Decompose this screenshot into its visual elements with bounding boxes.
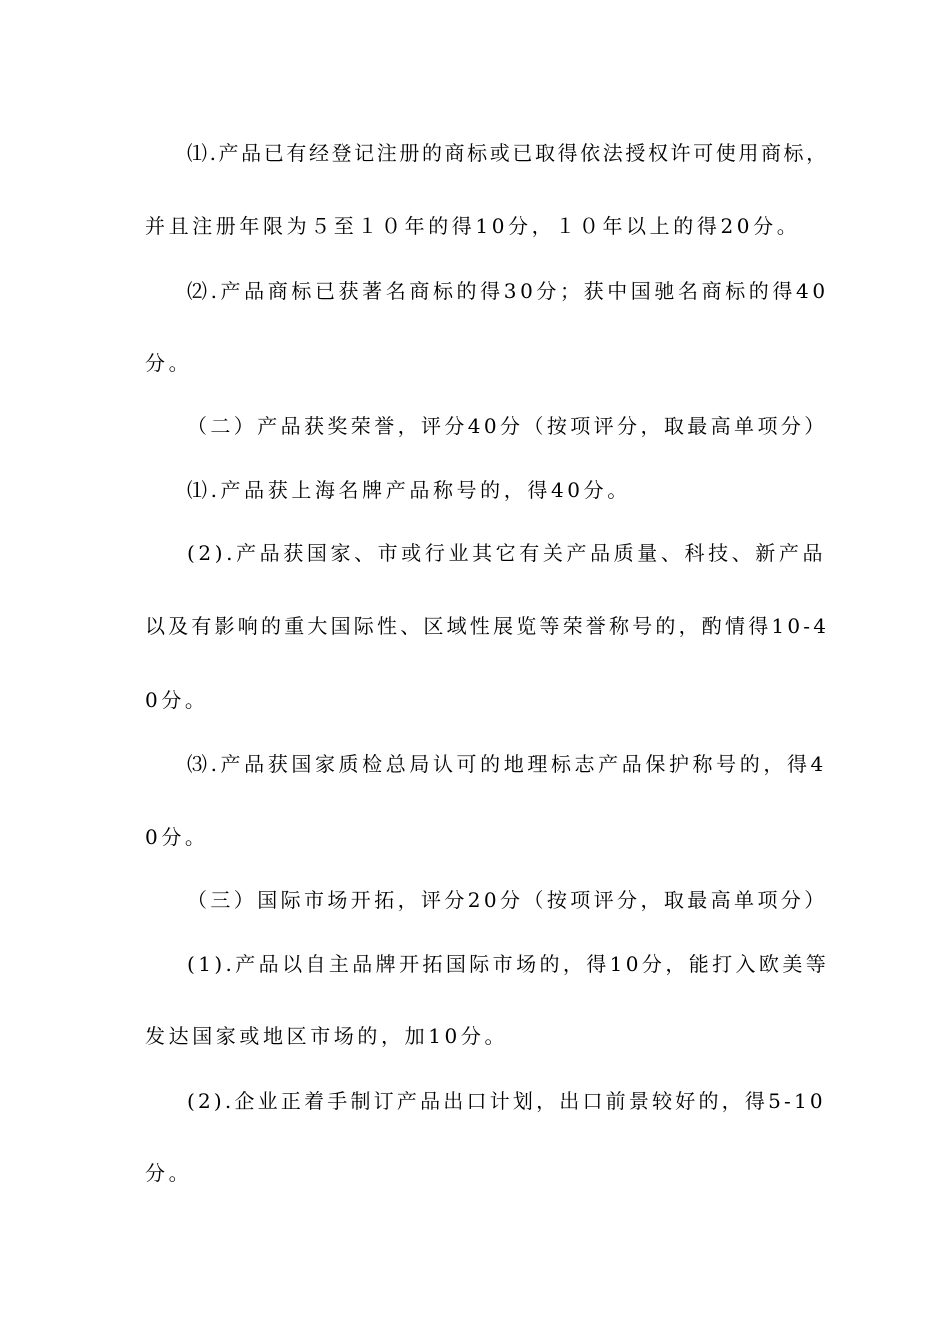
- text-line: 以及有影响的重大国际性、区域性展览等荣誉称号的，酌情得10-4: [145, 614, 830, 638]
- text-line: 0分。: [145, 688, 209, 712]
- text-line: (2).产品获国家、市或行业其它有关产品质量、科技、新产品: [187, 541, 827, 565]
- section-heading: （三）国际市场开拓，评分20分（按项评分，取最高单项分）: [187, 888, 828, 912]
- text-line: ⑵.产品商标已获著名商标的得30分；获中国驰名商标的得40: [187, 279, 829, 303]
- text-line: 发达国家或地区市场的，加10分。: [145, 1024, 509, 1048]
- text-line: 并且注册年限为５至１０年的得10分，１０年以上的得20分。: [145, 214, 801, 238]
- text-line: ⑴.产品获上海名牌产品称号的，得40分。: [187, 478, 631, 502]
- text-line: ⑴.产品已有经登记注册的商标或已取得依法授权许可使用商标，: [187, 141, 829, 165]
- text-line: (1).产品以自主品牌开拓国际市场的，得10分，能打入欧美等: [187, 952, 830, 976]
- text-line: ⑶.产品获国家质检总局认可的地理标志产品保护称号的，得4: [187, 752, 827, 776]
- text-line: (2).企业正着手制订产品出口计划，出口前景较好的，得5-10: [187, 1089, 826, 1113]
- text-line: 分。: [145, 351, 193, 375]
- text-line: 0分。: [145, 825, 209, 849]
- text-line: 分。: [145, 1161, 193, 1185]
- section-heading: （二）产品获奖荣誉，评分40分（按项评分，取最高单项分）: [187, 414, 828, 438]
